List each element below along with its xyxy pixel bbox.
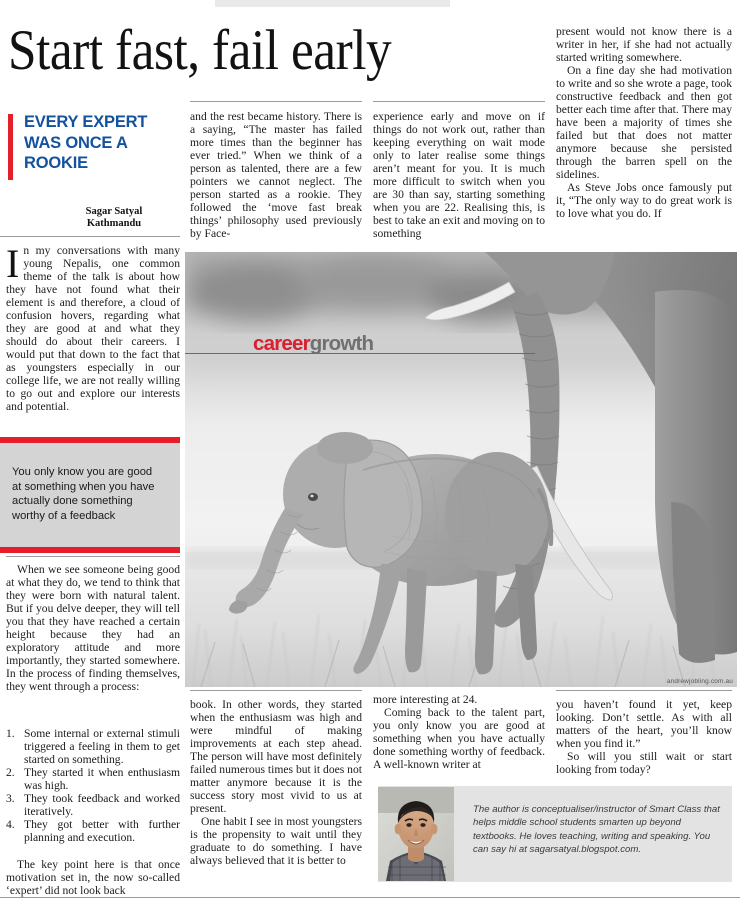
list-item-number: 1.: [6, 727, 15, 740]
list-item-text: They took feedback and worked iteratively.: [24, 792, 180, 818]
column-3-bottom: [373, 693, 545, 771]
brand-overlay: [253, 332, 373, 356]
list-item: [6, 727, 180, 766]
kicker-text: EVERY EXPERT WAS ONCE A ROOKIE: [24, 113, 148, 172]
column-2-paragraph-3: One habit I see in most youngsters is the propensity to wait until they graduate to do something. I have always believed that it is better to: [190, 815, 362, 867]
column-3-top: [373, 110, 545, 240]
column-1-paragraph-1: n my conversations with many young Nepalis, one common theme of the talk is about how they have not found what their element is and therefore, a cloud of confusion hovers, regarding what they are good at and what they should do about their careers. I would put that down to the fact that as youngsters especially in our college life, we are not really willing to go out and explore our interests and potential.: [6, 244, 180, 413]
list-item-text: Some internal or external stimuli triggered a feeling in them to get started on something.: [24, 727, 180, 766]
pull-quote: [0, 437, 180, 553]
column-4-mid-divider: [556, 690, 732, 691]
column-1-paragraph-3: The key point here is that once motivation set in, the now so-called ‘expert’ did not look back: [6, 858, 180, 897]
photo-credit: andrewjobling.com.au: [666, 678, 733, 685]
column-4-paragraph-2: On a fine day she had motivation to write and so she wrote a page, took constructive feedback and then got better each time after that. There may have been a majority of times she failed but that does not matter anymore because she persisted through the barren spell on the sidelines.: [556, 64, 732, 181]
kicker-block: [8, 112, 180, 174]
column-4-top: [556, 25, 732, 220]
page-bottom-divider: [0, 897, 740, 898]
column-3-paragraph-2: more interesting at 24.: [373, 693, 478, 706]
author-name: Sagar Satyal: [85, 206, 143, 217]
list-item-number: 4.: [6, 818, 15, 831]
elephant-photo-illustration: [185, 252, 737, 687]
article-photo: [185, 252, 737, 687]
column-1-tail: [6, 858, 180, 897]
author-location: Kathmandu: [86, 217, 142, 229]
byline-divider: [0, 236, 180, 237]
top-gray-band: [215, 0, 450, 7]
list-item: [6, 766, 180, 792]
author-bio-text: The author is conceptualiser/instructor of Smart Class that helps middle school students smarten up beyond textbooks. He loves teaching, writing and speaking. You can say hi at sagarsatyal.blogspot.com.: [473, 804, 720, 856]
byline: [48, 206, 180, 229]
column-2-top: [190, 110, 362, 240]
list-item-text: They got better with further planning and execution.: [24, 818, 180, 844]
process-list: [6, 727, 180, 844]
column-2-paragraph-1: and the rest became history. There is a saying, “The master has failed more times than the beginner has ever tried.” When we think of a person as talented, there are a few pointers we cannot neglect. The person started as a rookie. They followed the ‘move fast break things’ philosophy used previously by Face-: [190, 110, 362, 240]
list-item: [6, 792, 180, 818]
list-item: [6, 818, 180, 844]
brand-growth-text: growth: [309, 332, 374, 355]
drop-cap: I: [6, 241, 20, 286]
list-item-number: 3.: [6, 792, 15, 805]
author-bio-box: [378, 786, 732, 882]
column-4-paragraph-1: present would not know there is a writer in her, if she had not actually started writing somewhere.: [556, 25, 732, 64]
list-item-number: 2.: [6, 766, 15, 779]
column-2-paragraph-2: book. In other words, they started when the enthusiasm was high and were mindful of making improvements at each step ahead. The person will have most definitely failed numerous times but it does not matter anymore because it is the success story most vivid to us at present.: [190, 698, 362, 815]
column-4-paragraph-4: you haven’t found it yet, keep looking. Don’t settle. As with all matters of the heart, you’ll know when you find it.”: [556, 698, 732, 750]
column-1-divider: [6, 556, 180, 557]
column-3-paragraph-3: Coming back to the talent part, you only know you are good at something when you have actually done something worthy of feedback. A well-known writer at: [373, 706, 545, 771]
pull-quote-text: You only know you are good at something when you have actually done something worthy of a feedback: [0, 443, 180, 547]
column-4-paragraph-5: So will you still wait or start looking from today?: [556, 750, 732, 776]
column-4-paragraph-3: As Steve Jobs once famously put it, “The only way to do great work is to love what you do. If: [556, 181, 732, 220]
column-1-intro: [6, 241, 180, 413]
page-title: Start fast, fail early: [8, 19, 392, 82]
column-2-bottom: [190, 698, 362, 867]
process-list-items: [6, 727, 180, 844]
column-3-paragraph-1: experience early and move on if things do not work out, rather than keeping everything on wait mode only to later realise some things aren’t meant for you. It is much more difficult to switch when you are 30 than say, starting something when you are 22. Realising this, is best to take an exit and moving on to something: [373, 110, 545, 240]
list-item-text: They started it when enthusiasm was high.: [24, 766, 180, 792]
author-avatar: [378, 787, 454, 881]
column-4-bottom: [556, 698, 732, 776]
column-2-top-divider: [190, 101, 362, 102]
kicker-accent-bar: [8, 114, 13, 180]
column-1-body: [6, 563, 180, 693]
column-3-top-divider: [373, 101, 545, 102]
brand-career-text: career: [253, 332, 310, 355]
column-1-paragraph-2: When we see someone being good at what they do, we tend to think that they were born with natural talent. But if you delve deeper, they will tell you that they have reached a certain height because they had an exploratory attitude and more importantly, they started somewhere. In the process of finding themselves, they went through a process:: [6, 563, 180, 693]
author-portrait-illustration: [378, 787, 454, 881]
column-2-mid-divider: [190, 690, 362, 691]
pull-quote-bottom-bar: [0, 547, 180, 553]
